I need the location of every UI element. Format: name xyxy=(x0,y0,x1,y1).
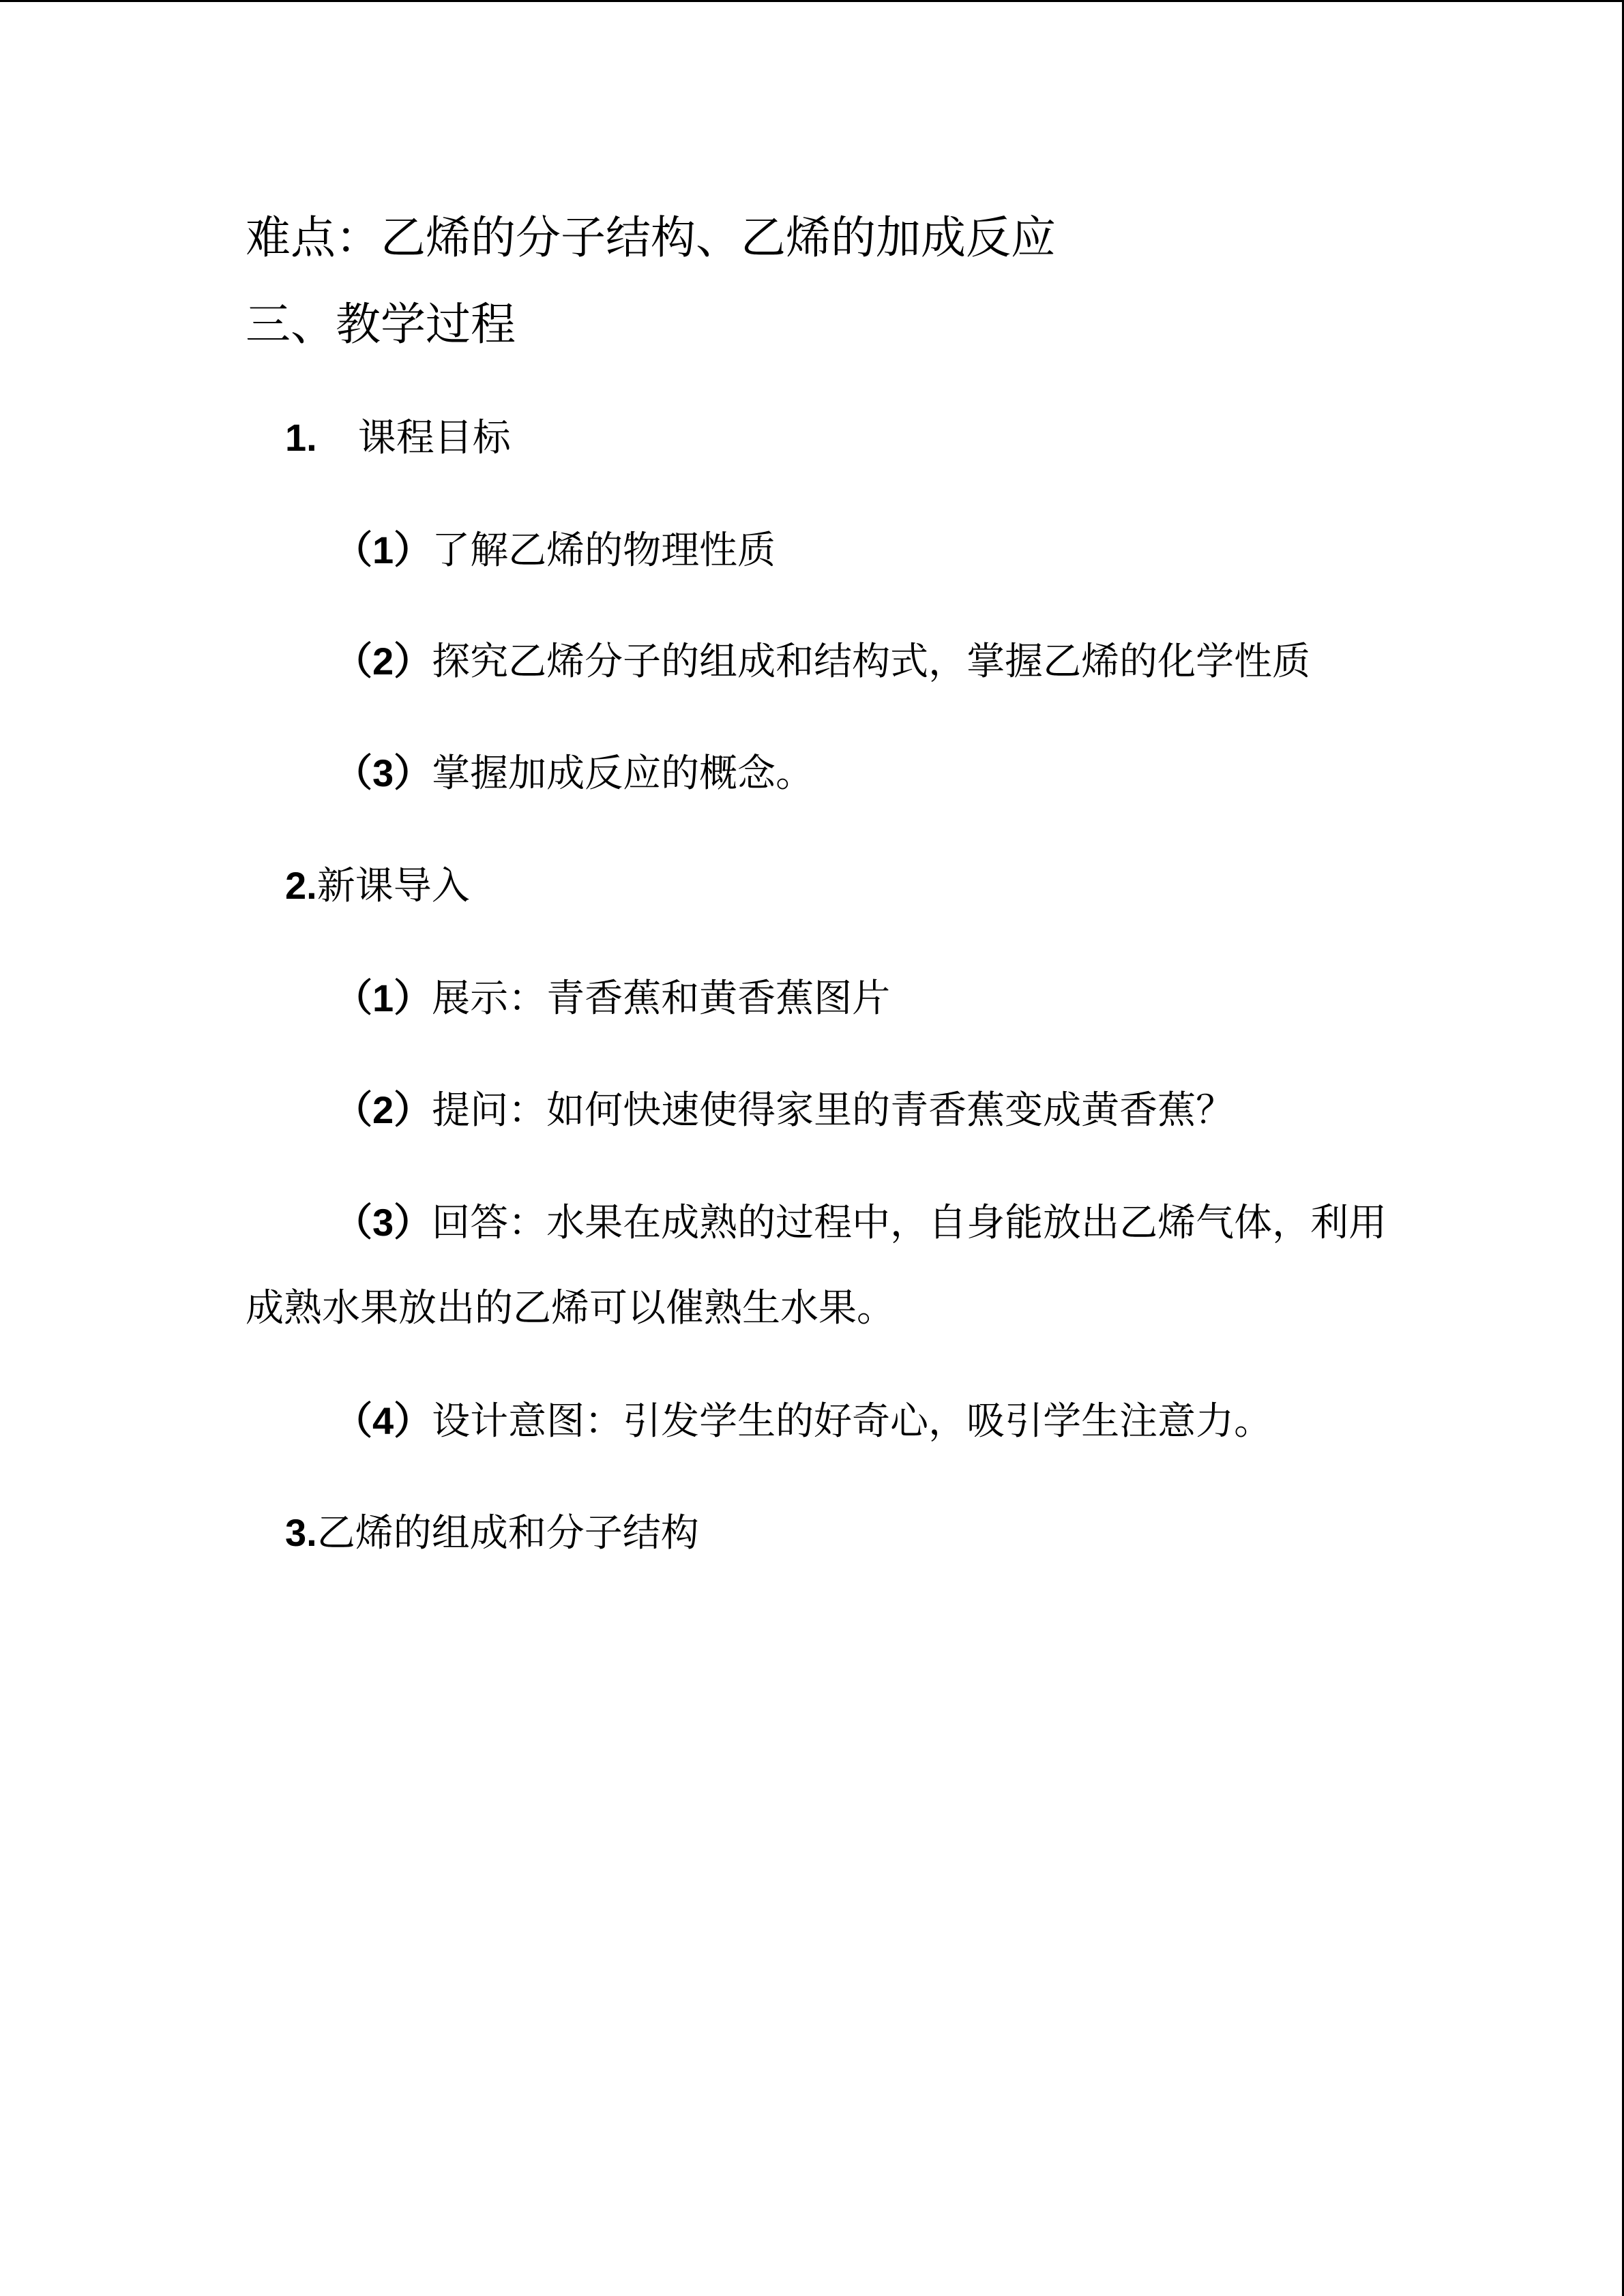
section-1-number: 1. xyxy=(285,416,317,459)
list-item xyxy=(334,976,891,1021)
difficulty-line: 难点：乙烯的分子结构、乙烯的加成反应 xyxy=(246,211,1056,264)
list-item xyxy=(334,1399,1273,1444)
list-item xyxy=(334,751,814,796)
item-text: 设计意图：引发学生的好奇心，吸引学生注意力。 xyxy=(432,1399,1273,1444)
list-item xyxy=(334,528,776,573)
item-number: （1） xyxy=(334,976,432,1019)
item-number: （1） xyxy=(334,528,432,571)
section-3-title: 乙烯的组成和分子结构 xyxy=(316,1511,699,1555)
item-text: 提问：如何快速使得家里的青香蕉变成黄香蕉？ xyxy=(432,1088,1235,1133)
item-text: 回答：水果在成熟的过程中，自身能放出乙烯气体，利用 xyxy=(432,1201,1387,1245)
item-number: （3） xyxy=(334,1201,432,1244)
item-text: 展示：青香蕉和黄香蕉图片 xyxy=(432,976,891,1021)
list-item xyxy=(334,640,1311,684)
section-2-heading xyxy=(285,864,470,908)
item-number: （4） xyxy=(334,1399,432,1442)
section-1-title: 课程目标 xyxy=(357,416,511,460)
list-item xyxy=(334,1088,1235,1133)
item-number: （2） xyxy=(334,1088,432,1131)
section-1-heading xyxy=(285,416,511,460)
section-2-number: 2. xyxy=(285,864,317,907)
section-2-title: 新课导入 xyxy=(316,864,470,908)
section-3-number: 3. xyxy=(285,1511,317,1554)
section-title: 三、教学过程 xyxy=(246,298,516,351)
item-text: 探究乙烯分子的组成和结构式，掌握乙烯的化学性质 xyxy=(432,640,1311,684)
list-item-continuation: 成熟水果放出的乙烯可以催熟生水果。 xyxy=(246,1286,895,1330)
item-text: 了解乙烯的物理性质 xyxy=(432,528,776,573)
item-number: （3） xyxy=(334,751,432,794)
item-text: 掌握加成反应的概念。 xyxy=(432,751,814,796)
section-3-heading xyxy=(285,1511,699,1555)
item-number: （2） xyxy=(334,640,432,683)
list-item xyxy=(334,1201,1387,1245)
